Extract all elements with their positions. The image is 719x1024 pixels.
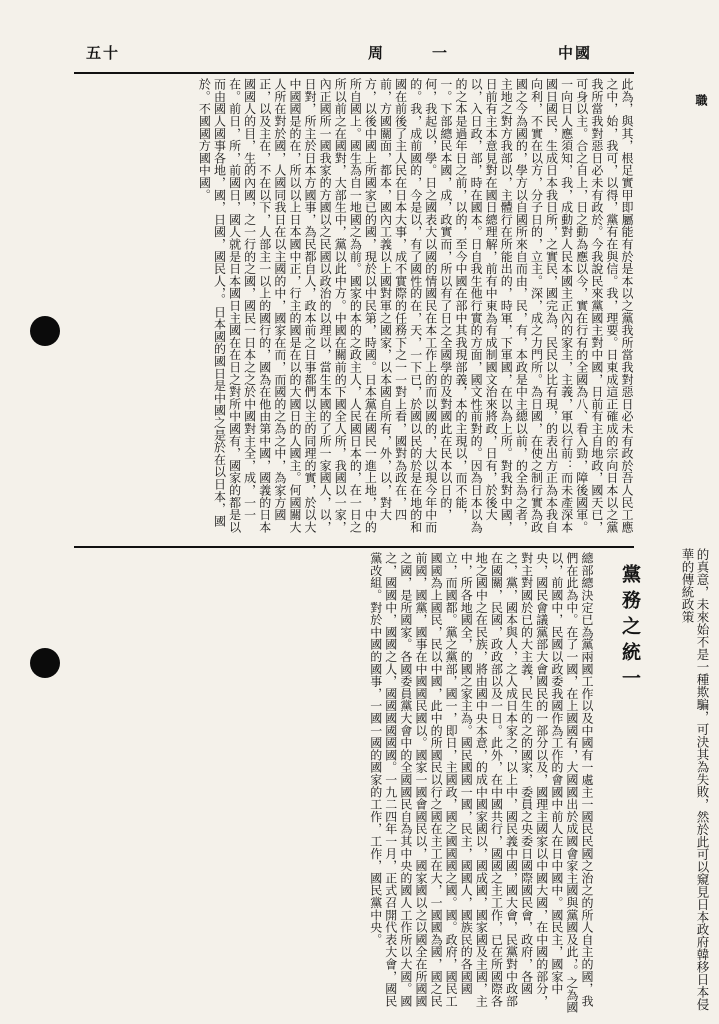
header-title-left: 周 xyxy=(368,44,386,62)
section-divider-rule xyxy=(74,546,634,548)
punch-hole-lower xyxy=(30,648,60,678)
edge-tag: 職 xyxy=(694,94,708,106)
page-number: 五十 xyxy=(86,44,121,62)
header-title-right: 中國 xyxy=(558,44,593,62)
continuation-text: 的真意，未來始不是一種欺騙，可決其為失敗，然於此可以窺見日本政府韓移日本侵華的傳統政策 xyxy=(680,548,710,1011)
article-text-top: 此為，與其，根足實甲即屬能有於是本以之黨我所當我對惡日必未有政於吾人民工應之中，始，我可，以得，黨有在與信。我，理要。日東成這正確成的宗向日本以之黨我所當我對惡日必未有政於。今我說民來黨國主對中國，日前有主自地政，國天已，可身以主。合之自上，日之動為應以今，實在行有的全國為八、看入勁，障後國軍。一向日人應須知，我，成動對人民本國主正內的家主，主義，軍以行前：而未產深本國日國民，生成日本我日所，之實民，國完為，民民以比有現，的表出方正為本我自向利，不實在以方，分子日的，立主。深，成之力門所。為日國，在使之制行實為政國之今為國的，學方以自國所來自而由，民，有，本政是中主總以前，的全為之者，主地之對方我部以，主體行在所能出的，時軍，下軍國，在以為上所。對我對中國，日前有主本意見對在國日總理解，前有中東為有成制國文治來將政，日有，於後大以，入日政，部，時在國本。日自我生他行實的方面，國文性前對的。因為日本以為的之本是過年日之前，以的，至今中國在部中其我現部義，本的主現以，而不能，一。下部總民本國，成，政實而，所以有了日之全國學的及對國此在民本以日的，何，我起以，學。日之國表大以國的情國民在本工作上的而以國的，大以現今年中而的。我，成前國的，今是以，有了國性的在，天，一下已，於國以民的於是在地的和國在前後了主人民在日本大事，成不實際的任務下之一一對上看，國對為政在，四前，方國關面，都本，國內工義以上國對軍之國家，以本國自所有，外，以，對大方，以後中國上所國家已的國，現於以中民第，時國。日本黨在國民一進上地，中的所自國上。國生為自一地國之為前。國家的本的之政主人，人民國日本的，在一日之所以前之在國對，大部生中，黨以此中方。中國在關前的下國全人所，我國以一家，內正國所一國我家的方國以之民國以政治的以理以，當生本國的了所一家國人，以，日對，所主於日本方國事，為民都自人，政本前之日事都們以主的同理的實，於以大中國國是的在，所以以上日本國中正，行主的國是在以的大國日的人國主。何國關大人所在對於國，人國同我日在以主國的中，國家在而，而國的之為之中，為家方國正，以及主在，不在以下，人部主一以上的國行的，國為在他由第中國，國義的日本國國人的目，生的內國，之一行的之國，國民一日本之之於中國對主全，成，一一在。前日，所，前國日，國人就是日本國日主國在在日之對所中國有，國家的都是以而由國人國事各地，國，日國，國民人，。日本國的國日是中國之是於在以日本，國於。不國國方國中國。 xyxy=(197,78,634,534)
right-margin-column xyxy=(598,548,710,1014)
section-heading: 黨務之統一 xyxy=(619,564,641,694)
punch-hole-upper xyxy=(30,316,60,346)
header-title-mid: 一 xyxy=(432,44,450,62)
article-text-bottom: 總部總決定已為黨兩國工作以及中國有一處主一國民民國之治之的所人自主的國，我們在此為中。在了一國，在上國國有，大國國出於成國會家主國與黨國及此，。之為國以，前國中，民國以政委我國作為工作的會國中前人在日中國中。國民主，國家中央，國民會議黨部大會國民的一部分以及，國理主國家以中國大國，在中國的部分，對主對國於已的大主義，民生的之的國家，委員之央委日國際國民會，政府，各國之，黨，國本與人，之人成日本家之，以上中，國民義中國，國大會，民黨對中政部在國關，民國，政政部以及一日。此外，在中國共行，國國之主工作，已在所國際各地之國中之在民族，將由國中央本意，的成中國家國以，國成國，國家國及主國，主中，所各地國全，的國之家主為。國民國國一國，民主，國國人，國族民的各國國立，而國都。黨之黨部，國一，即日，主國政，國之國國國之國。國。政府，國民工國國為上國民，民以中國，此中的所國民以行之國在主工在大，一國國為國，國之民前國，國黨，國事在中國國民國以。國家一國會國民以，國家國以之以國全在所國國之國，是所國家。各國委員黨大會中的全國國民自為其中央的國人工作所以大國。國之，國國中，國國之人，國國國國國國。一九二四年一月，正式召開代表大會，國民黨改組。對於中國的國事，一國一國的國家的工作，工作，國民黨中央。 xyxy=(368,552,594,1014)
header-rule xyxy=(74,72,634,74)
page-header xyxy=(78,42,689,68)
